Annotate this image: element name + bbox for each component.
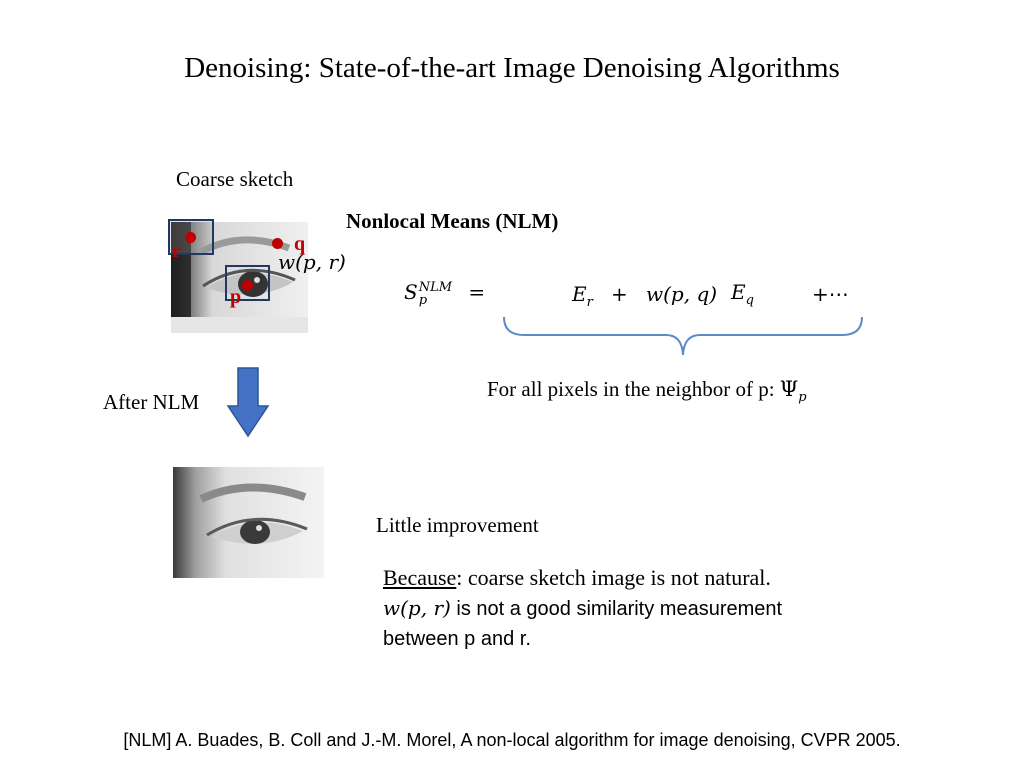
weight-w-pr-label: w(p, r) — [278, 250, 346, 274]
formula-er-sub: r — [586, 295, 593, 310]
neighbor-description — [487, 377, 807, 405]
down-arrow-icon — [226, 366, 270, 438]
because-explanation — [383, 563, 903, 654]
because-line-3: between p and r. — [383, 628, 531, 650]
neighbor-psi: Ψ — [779, 377, 799, 401]
because-line2-rest: is not a good similarity measurement — [450, 598, 783, 620]
formula-s: S — [404, 280, 418, 304]
because-w-pr: w(p, r) — [383, 596, 451, 620]
little-improvement-label: Little improvement — [376, 513, 539, 537]
because-line-1 — [383, 563, 903, 593]
formula-eq — [731, 280, 754, 308]
because-line1-rest: : coarse sketch image is not natural. — [456, 565, 771, 590]
after-nlm-label: After NLM — [103, 390, 200, 414]
because-line-2 — [383, 593, 903, 624]
formula-lhs — [404, 280, 485, 307]
after-nlm-eye-image — [173, 467, 324, 578]
nlm-heading: Nonlocal Means (NLM) — [346, 209, 559, 233]
citation-footer: [NLM] A. Buades, B. Coll and J.-M. Morel, A non-local algorithm for image denoising, CVPR 2005. — [123, 730, 901, 750]
formula-eq-main: E — [731, 280, 746, 304]
formula-equals: = — [468, 280, 486, 304]
coarse-sketch-label: Coarse sketch — [176, 167, 294, 191]
formula-s-sup: NLM — [418, 279, 453, 295]
neighbor-psi-sub: p — [798, 390, 807, 406]
curly-brace-icon — [500, 315, 866, 357]
formula-er — [572, 282, 593, 310]
point-r-label: r — [172, 240, 181, 262]
slide-title: Denoising: State-of-the-art Image Denoising Algorithms — [184, 52, 840, 84]
formula-s-sub: p — [418, 292, 428, 308]
point-p-marker — [242, 280, 253, 291]
because-lead: Because — [383, 565, 457, 590]
formula-er-main: E — [572, 282, 587, 306]
formula-plus: + — [611, 282, 628, 306]
formula-eq-sub: q — [745, 293, 754, 308]
point-q-marker — [272, 238, 283, 249]
point-p-label: p — [230, 286, 242, 308]
point-q-label: q — [294, 233, 306, 255]
neighbor-text: For all pixels in the neighbor of p: — [487, 377, 780, 401]
point-r-marker — [185, 232, 196, 243]
formula-wpq: w(p, q) — [646, 282, 718, 306]
formula-tail: +⋯ — [812, 282, 849, 306]
